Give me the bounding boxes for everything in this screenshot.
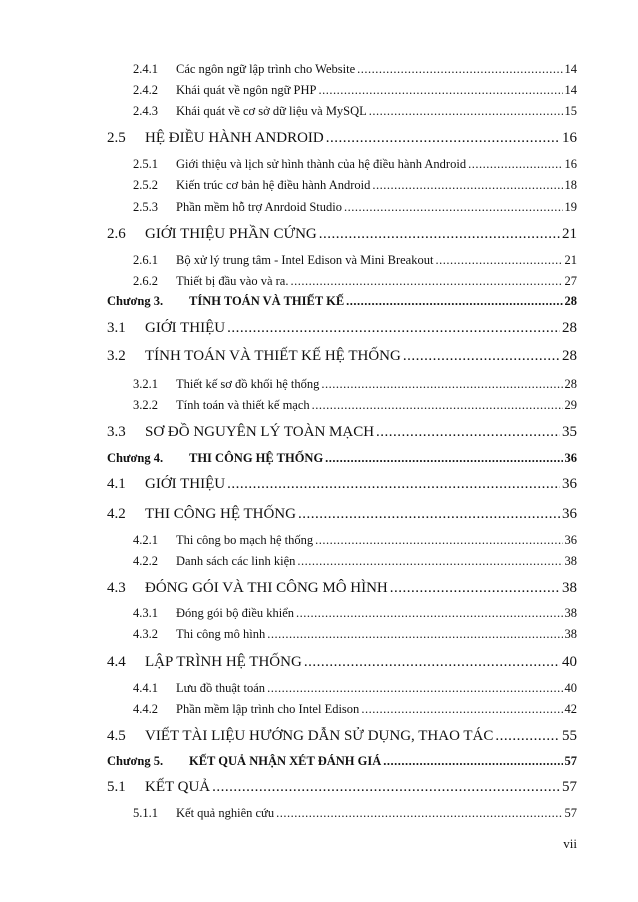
toc-entry-number: 5.1: [107, 779, 126, 795]
toc-entry-page: 57: [564, 754, 577, 768]
toc-entry-number: Chương 3.: [107, 294, 164, 308]
toc-entry-number: 3.1: [107, 320, 126, 336]
toc-subsection-entry[interactable]: [133, 398, 577, 413]
toc-dot-leader: [312, 398, 563, 413]
toc-entry-page: 28: [564, 377, 577, 391]
toc-entry-title: Thi công bo mạch hệ thống: [176, 533, 314, 547]
toc-entry-page: 35: [562, 424, 577, 440]
toc-entry-page: 29: [564, 398, 577, 412]
toc-entry-number: 2.5.1: [133, 157, 158, 171]
toc-dot-leader: [357, 62, 562, 77]
toc-subsection-entry[interactable]: [133, 806, 577, 821]
toc-entry-title: VIẾT TÀI LIỆU HƯỚNG DẪN SỬ DỤNG, THAO TÁC: [145, 728, 494, 744]
toc-dot-leader: [369, 104, 563, 119]
toc-entry-page: 38: [564, 554, 577, 568]
toc-dot-leader: [468, 157, 562, 172]
toc-entry-page: 19: [564, 200, 577, 214]
toc-entry-number: 2.5.2: [133, 178, 158, 192]
toc-entry-title: Thiết kế sơ đồ khối hệ thống: [176, 377, 320, 391]
toc-entry-page: 28: [562, 320, 577, 336]
toc-entry-page: 38: [564, 606, 577, 620]
toc-entry-title: Phần mềm lập trình cho Intel Edison: [176, 702, 360, 716]
toc-entry-page: 55: [562, 728, 577, 744]
toc-entry-number: 2.4.2: [133, 83, 158, 97]
toc-section-entry[interactable]: [107, 226, 577, 243]
toc-subsection-entry[interactable]: [133, 253, 577, 268]
toc-entry-number: 4.4.2: [133, 702, 158, 716]
toc-subsection-entry[interactable]: [133, 627, 577, 642]
toc-dot-leader: [304, 654, 560, 671]
page-number: vii: [563, 836, 577, 851]
toc-entry-title: Lưu đồ thuật toán: [176, 681, 266, 695]
toc-entry-title: KẾT QUẢ: [145, 779, 211, 795]
toc-section-entry[interactable]: [107, 580, 577, 597]
toc-subsection-entry[interactable]: [133, 554, 577, 569]
toc-entry-number: 2.6.2: [133, 274, 158, 288]
toc-dot-leader: [212, 779, 560, 796]
toc-entry-page: 16: [564, 157, 577, 171]
toc-entry-title: Giới thiệu và lịch sử hình thành của hệ điều hành Android: [176, 157, 467, 171]
toc-entry-title: Đóng gói bộ điều khiển: [176, 606, 295, 620]
toc-entry-number: 2.4.1: [133, 62, 158, 76]
toc-entry-number: 2.5: [107, 130, 126, 146]
toc-entry-page: 15: [564, 104, 577, 118]
toc-entry-title: HỆ ĐIỀU HÀNH ANDROID: [145, 130, 324, 146]
toc-entry-page: 38: [564, 627, 577, 641]
toc-subsection-entry[interactable]: [133, 104, 577, 119]
toc-section-entry[interactable]: [107, 130, 577, 147]
toc-dot-leader: [267, 681, 562, 696]
toc-chapter-entry[interactable]: [107, 451, 577, 466]
toc-entry-number: 2.5.3: [133, 200, 158, 214]
toc-dot-leader: [296, 606, 562, 621]
toc-entry-number: 2.4.3: [133, 104, 158, 118]
toc-dot-leader: [372, 178, 562, 193]
toc-entry-page: 57: [562, 779, 577, 795]
toc-entry-title: Các ngôn ngữ lập trình cho Website: [176, 62, 356, 76]
toc-entry-number: 4.5: [107, 728, 126, 744]
toc-entry-title: THI CÔNG HỆ THỐNG: [189, 451, 324, 465]
toc-subsection-entry[interactable]: [133, 533, 577, 548]
toc-subsection-entry[interactable]: [133, 681, 577, 696]
toc-entry-number: 4.4.1: [133, 681, 158, 695]
toc-subsection-entry[interactable]: [133, 157, 577, 172]
toc-entry-number: 4.3.1: [133, 606, 158, 620]
toc-dot-leader: [325, 451, 562, 466]
toc-entry-number: 4.2.2: [133, 554, 158, 568]
toc-dot-leader: [298, 506, 560, 523]
toc-entry-page: 36: [564, 533, 577, 547]
toc-entry-title: Khái quát về ngôn ngữ PHP: [176, 83, 317, 97]
toc-dot-leader: [435, 253, 562, 268]
toc-entry-title: Khái quát về cơ sở dữ liệu và MySQL: [176, 104, 367, 118]
toc-entry-page: 14: [564, 83, 577, 97]
toc-entry-page: 38: [562, 580, 577, 596]
toc-dot-leader: [326, 130, 560, 147]
toc-section-entry[interactable]: [107, 654, 577, 671]
toc-entry-number: 3.3: [107, 424, 126, 440]
toc-entry-number: 4.2.1: [133, 533, 158, 547]
toc-section-entry[interactable]: [107, 728, 577, 745]
toc-entry-number: 4.4: [107, 654, 126, 670]
toc-entry-page: 16: [562, 130, 577, 146]
toc-entry-title: Tính toán và thiết kế mạch: [176, 398, 310, 412]
toc-section-entry[interactable]: [107, 506, 577, 523]
toc-section-entry[interactable]: [107, 320, 577, 337]
toc-entry-title: Kiến trúc cơ bản hệ điều hành Android: [176, 178, 371, 192]
toc-dot-leader: [276, 806, 562, 821]
toc-entry-page: 40: [564, 681, 577, 695]
toc-entry-number: 3.2: [107, 348, 126, 364]
toc-section-entry[interactable]: [107, 348, 577, 365]
toc-entry-title: ĐÓNG GÓI VÀ THI CÔNG MÔ HÌNH: [145, 580, 388, 596]
toc-dot-leader: [290, 274, 562, 289]
toc-entry-page: 21: [564, 253, 577, 267]
toc-entry-title: Thiết bị đầu vào và ra.: [176, 274, 289, 288]
toc-entry-title: Danh sách các linh kiện: [176, 554, 296, 568]
toc-entry-page: 57: [564, 806, 577, 820]
toc-entry-title: SƠ ĐỒ NGUYÊN LÝ TOÀN MẠCH: [145, 424, 375, 440]
toc-subsection-entry[interactable]: [133, 200, 577, 215]
toc-entry-title: THI CÔNG HỆ THỐNG: [145, 506, 296, 522]
toc-entry-number: Chương 4.: [107, 451, 164, 465]
toc-dot-leader: [318, 83, 562, 98]
toc-dot-leader: [319, 226, 560, 243]
toc-dot-leader: [346, 294, 562, 309]
toc-entry-title: Phần mềm hỗ trợ Anrdoid Studio: [176, 200, 342, 214]
toc-subsection-entry[interactable]: [133, 606, 577, 621]
toc-subsection-entry[interactable]: [133, 377, 577, 392]
toc-dot-leader: [403, 348, 560, 365]
toc-entry-page: 21: [562, 226, 577, 242]
toc-entry-number: 2.6: [107, 226, 126, 242]
toc-entry-title: Thi công mô hình: [176, 627, 266, 641]
toc-dot-leader: [390, 580, 560, 597]
toc-entry-title: TÍNH TOÁN VÀ THIẾT KẾ: [189, 294, 345, 308]
toc-entry-number: 4.2: [107, 506, 126, 522]
toc-subsection-entry[interactable]: [133, 178, 577, 193]
toc-subsection-entry[interactable]: [133, 274, 577, 289]
toc-entry-page: 28: [562, 348, 577, 364]
toc-entry-number: 2.6.1: [133, 253, 158, 267]
toc-subsection-entry[interactable]: [133, 62, 577, 77]
toc-chapter-entry[interactable]: [107, 294, 577, 309]
toc-entry-number: 4.3: [107, 580, 126, 596]
toc-section-entry[interactable]: [107, 476, 577, 493]
toc-entry-page: 36: [564, 451, 577, 465]
toc-dot-leader: [227, 320, 560, 337]
toc-entry-number: 5.1.1: [133, 806, 158, 820]
toc-entry-page: 42: [564, 702, 577, 716]
toc-entry-title: Bộ xử lý trung tâm - Intel Edison và Mini Breakout: [176, 253, 434, 267]
toc-dot-leader: [227, 476, 560, 493]
toc-entry-page: 27: [564, 274, 577, 288]
toc-entry-page: 36: [562, 506, 577, 522]
toc-chapter-entry[interactable]: [107, 754, 577, 769]
toc-dot-leader: [267, 627, 562, 642]
toc-entry-page: 40: [562, 654, 577, 670]
toc-entry-number: 3.2.2: [133, 398, 158, 412]
toc-entry-title: GIỚI THIỆU PHẦN CỨNG: [145, 226, 317, 242]
toc-entry-title: GIỚI THIỆU: [145, 476, 226, 492]
toc-entry-page: 28: [564, 294, 577, 308]
toc-entry-title: TÍNH TOÁN VÀ THIẾT KẾ HỆ THỐNG: [145, 348, 401, 364]
toc-section-entry[interactable]: [107, 779, 577, 796]
toc-dot-leader: [383, 754, 562, 769]
toc-subsection-entry[interactable]: [133, 83, 577, 98]
toc-entry-number: 4.3.2: [133, 627, 158, 641]
toc-dot-leader: [297, 554, 562, 569]
toc-dot-leader: [321, 377, 562, 392]
toc-entry-page: 36: [562, 476, 577, 492]
toc-dot-leader: [344, 200, 563, 215]
toc-entry-title: GIỚI THIỆU: [145, 320, 226, 336]
toc-entry-title: LẬP TRÌNH HỆ THỐNG: [145, 654, 302, 670]
toc-entry-title: Kết quả nghiên cứu: [176, 806, 275, 820]
toc-entry-title: KẾT QUẢ NHẬN XÉT ĐÁNH GIÁ: [189, 754, 382, 768]
toc-entry-number: Chương 5.: [107, 754, 164, 768]
toc-subsection-entry[interactable]: [133, 702, 577, 717]
toc-dot-leader: [495, 728, 560, 745]
toc-section-entry[interactable]: [107, 424, 577, 441]
toc-dot-leader: [376, 424, 560, 441]
toc-entry-number: 4.1: [107, 476, 126, 492]
toc-entry-page: 18: [564, 178, 577, 192]
toc-entry-number: 3.2.1: [133, 377, 158, 391]
toc-dot-leader: [315, 533, 562, 548]
toc-dot-leader: [361, 702, 562, 717]
toc-entry-page: 14: [564, 62, 577, 76]
